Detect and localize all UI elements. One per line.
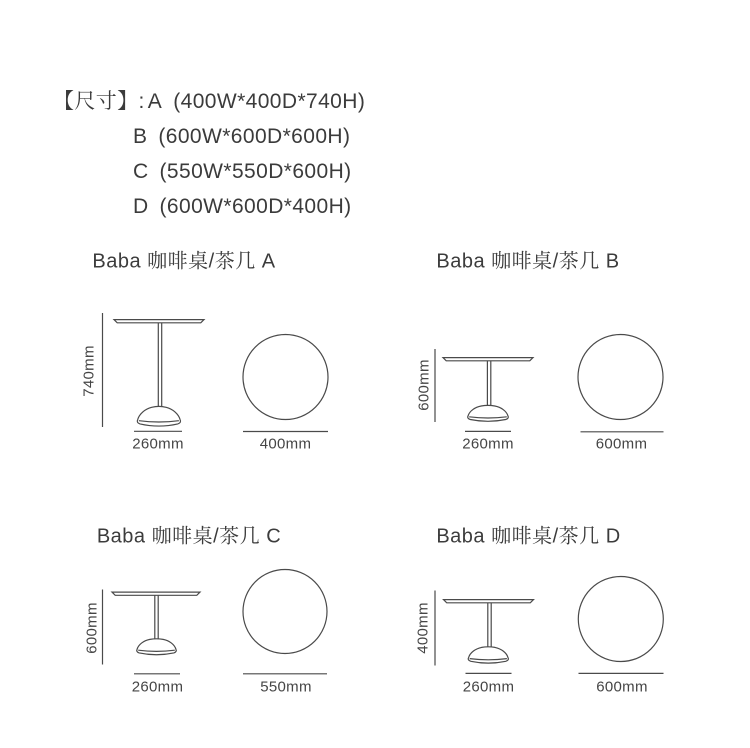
product-d-title: Baba 咖啡桌/茶几 D (436, 525, 621, 548)
size-spec-key-d: D (132, 195, 149, 218)
product-c-title: Baba 咖啡桌/茶几 C (96, 525, 282, 548)
tabletop-d-top-view (578, 577, 663, 662)
product-d-base-width-label: 260mm (462, 678, 515, 695)
base-c (137, 639, 177, 655)
product-b-base-width-label: 260mm (462, 435, 514, 453)
tabletop-b (443, 358, 533, 361)
table-a-side-view (103, 313, 329, 432)
product-a-title: Baba 咖啡桌/茶几 A (92, 250, 276, 273)
size-spec-dims-c: (550W*550D*600H) (159, 160, 352, 183)
product-b-height-label: 600mm (415, 359, 432, 411)
base-a (137, 406, 180, 426)
base-b (468, 405, 509, 421)
size-spec-prefix: 【尺寸】: (52, 90, 145, 113)
product-b-title: Baba 咖啡桌/茶几 B (436, 250, 620, 273)
tabletop-c (112, 592, 200, 595)
size-spec-key-a: A (147, 90, 163, 113)
size-spec-key-c: C (132, 160, 149, 183)
product-c-diameter-label: 550mm (260, 678, 312, 696)
table-d-side-view (435, 577, 664, 674)
size-spec-dims-d: (600W*600D*400H) (159, 195, 352, 218)
product-a-base-width-label: 260mm (132, 435, 184, 453)
table-b-side-view (435, 335, 664, 432)
tabletop-a-top-view (243, 335, 328, 420)
product-d-height-label: 400mm (414, 602, 431, 654)
size-spec-dims-b: (600W*600D*600H) (158, 125, 351, 148)
product-c-base-width-label: 260mm (131, 678, 184, 696)
product-a-diameter-label: 400mm (259, 435, 312, 453)
tabletop-d (444, 600, 534, 603)
tabletop-c-top-view (243, 570, 327, 654)
size-spec-line-d (108, 169, 352, 244)
product-b-diameter-label: 600mm (595, 435, 648, 453)
base-d (468, 647, 508, 663)
product-a-height-label: 740mm (80, 345, 98, 397)
size-spec-dims-a: (400W*400D*740H) (173, 90, 366, 113)
tabletop-a (114, 320, 204, 323)
tabletop-b-top-view (578, 335, 663, 420)
size-spec-key-b: B (132, 125, 148, 148)
product-c-height-label: 600mm (83, 602, 101, 654)
table-c-side-view (103, 570, 328, 674)
product-d-diameter-label: 600mm (596, 678, 648, 695)
